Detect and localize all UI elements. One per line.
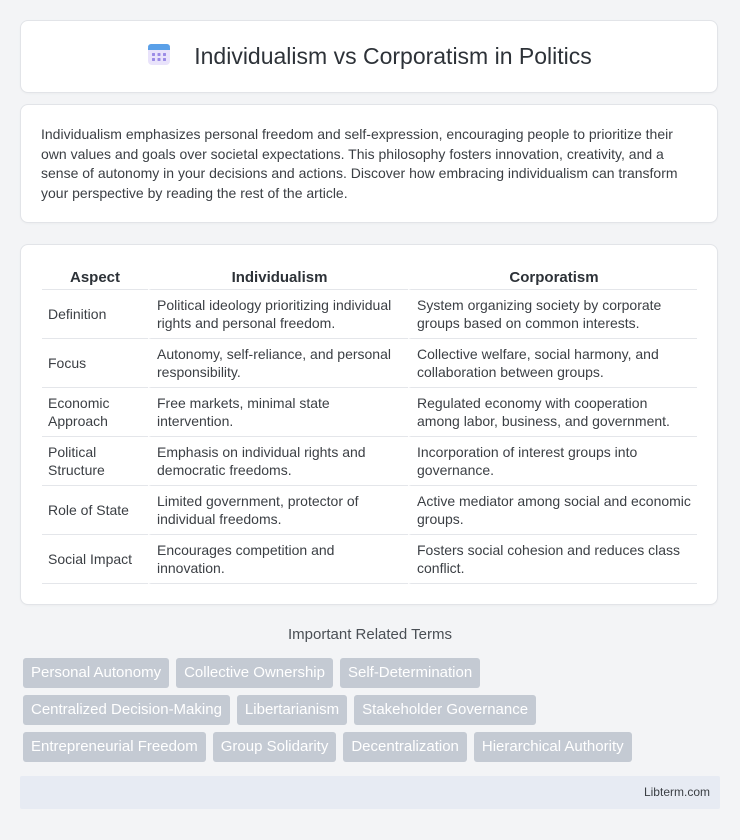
row-individualism: Encourages competition and innovation. <box>148 535 408 584</box>
row-aspect: Role of State <box>42 486 148 535</box>
table-row <box>42 486 697 535</box>
table-card <box>20 244 718 605</box>
row-corporatism: Active mediator among social and economic groups. <box>408 486 697 535</box>
tag-libertarianism[interactable]: Libertarianism <box>237 695 347 725</box>
footer-site-link[interactable]: Libterm.com <box>643 785 710 799</box>
row-corporatism: Collective welfare, social harmony, and collaboration between groups. <box>408 339 697 388</box>
intro-card <box>20 104 718 223</box>
row-individualism: Free markets, minimal state intervention. <box>148 388 408 437</box>
tag-row <box>23 695 723 725</box>
header-individualism: Individualism <box>148 265 408 290</box>
tag-collective-ownership[interactable]: Collective Ownership <box>176 658 333 688</box>
page-title: Individualism vs Corporatism in Politics <box>194 43 592 69</box>
table-row <box>42 535 697 584</box>
calendar-icon <box>146 41 172 72</box>
table-row <box>42 339 697 388</box>
row-aspect: Social Impact <box>42 535 148 584</box>
intro-text: Individualism emphasizes personal freedom and self-expression, encouraging people to prioritize their own values and goals over societal expectations. This philosophy fosters innovation, creativity, and a sense of autonomy in your decisions and actions. Discover how embracing individualism can transform your perspective by reading the rest of the article. <box>41 126 678 201</box>
row-corporatism: System organizing society by corporate groups based on common interests. <box>408 290 697 339</box>
tag-row <box>23 658 723 688</box>
table-row <box>42 388 697 437</box>
comparison-table <box>42 265 697 584</box>
tag-hierarchical-authority[interactable]: Hierarchical Authority <box>474 732 632 762</box>
row-individualism: Political ideology prioritizing individual rights and personal freedom. <box>148 290 408 339</box>
row-aspect: Definition <box>42 290 148 339</box>
title-wrap <box>146 41 592 72</box>
row-individualism: Autonomy, self-reliance, and personal responsibility. <box>148 339 408 388</box>
tag-personal-autonomy[interactable]: Personal Autonomy <box>23 658 169 688</box>
related-terms <box>23 658 723 769</box>
tag-row <box>23 732 723 762</box>
row-individualism: Limited government, protector of individual freedoms. <box>148 486 408 535</box>
table-row <box>42 290 697 339</box>
row-aspect: Political Structure <box>42 437 148 486</box>
table-header-row <box>42 265 697 290</box>
tag-self-determination[interactable]: Self-Determination <box>340 658 480 688</box>
row-individualism: Emphasis on individual rights and democratic freedoms. <box>148 437 408 486</box>
header-aspect: Aspect <box>42 265 148 290</box>
table-row <box>42 437 697 486</box>
tag-stakeholder-governance[interactable]: Stakeholder Governance <box>354 695 536 725</box>
row-corporatism: Incorporation of interest groups into governance. <box>408 437 697 486</box>
row-aspect: Economic Approach <box>42 388 148 437</box>
footer <box>20 776 720 809</box>
tag-entrepreneurial-freedom[interactable]: Entrepreneurial Freedom <box>23 732 206 762</box>
header-corporatism: Corporatism <box>408 265 697 290</box>
header-card <box>20 20 718 93</box>
row-corporatism: Regulated economy with cooperation among labor, business, and government. <box>408 388 697 437</box>
tag-group-solidarity[interactable]: Group Solidarity <box>213 732 337 762</box>
row-aspect: Focus <box>42 339 148 388</box>
row-corporatism: Fosters social cohesion and reduces class conflict. <box>408 535 697 584</box>
related-terms-title: Important Related Terms <box>288 626 452 643</box>
tag-decentralization[interactable]: Decentralization <box>343 732 467 762</box>
tag-centralized-decision-making[interactable]: Centralized Decision-Making <box>23 695 230 725</box>
